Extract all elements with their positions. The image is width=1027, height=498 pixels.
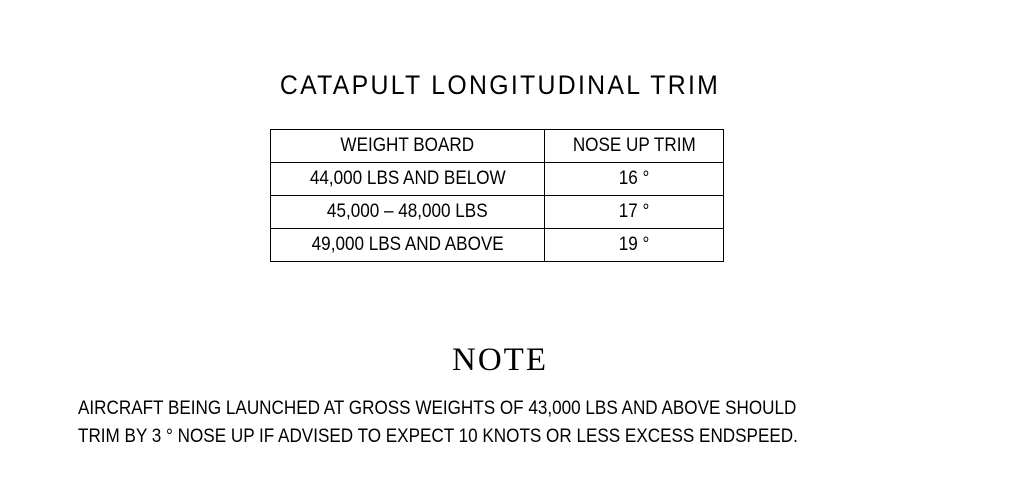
note-heading: NOTE (452, 342, 548, 378)
table-header-row (271, 130, 724, 163)
table-row (271, 196, 724, 229)
trim-cell: 17 ° (545, 196, 724, 229)
trim-table (270, 129, 724, 262)
weight-cell: 45,000 – 48,000 LBS (271, 196, 545, 229)
table-row (271, 229, 724, 262)
header-weight-board: WEIGHT BOARD (271, 130, 545, 163)
trim-cell: 19 ° (545, 229, 724, 262)
weight-cell: 44,000 LBS AND BELOW (271, 163, 545, 196)
trim-cell: 16 ° (545, 163, 724, 196)
note-text-line-2: TRIM BY 3 ° NOSE UP IF ADVISED TO EXPECT 10 KNOTS OR LESS EXCESS ENDSPEED. (78, 426, 798, 447)
page-title: CATAPULT LONGITUDINAL TRIM (279, 70, 721, 100)
table-row (271, 163, 724, 196)
header-nose-up-trim: NOSE UP TRIM (545, 130, 724, 163)
weight-cell: 49,000 LBS AND ABOVE (271, 229, 545, 262)
note-text-line-1: AIRCRAFT BEING LAUNCHED AT GROSS WEIGHTS OF 43,000 LBS AND ABOVE SHOULD (78, 398, 797, 419)
